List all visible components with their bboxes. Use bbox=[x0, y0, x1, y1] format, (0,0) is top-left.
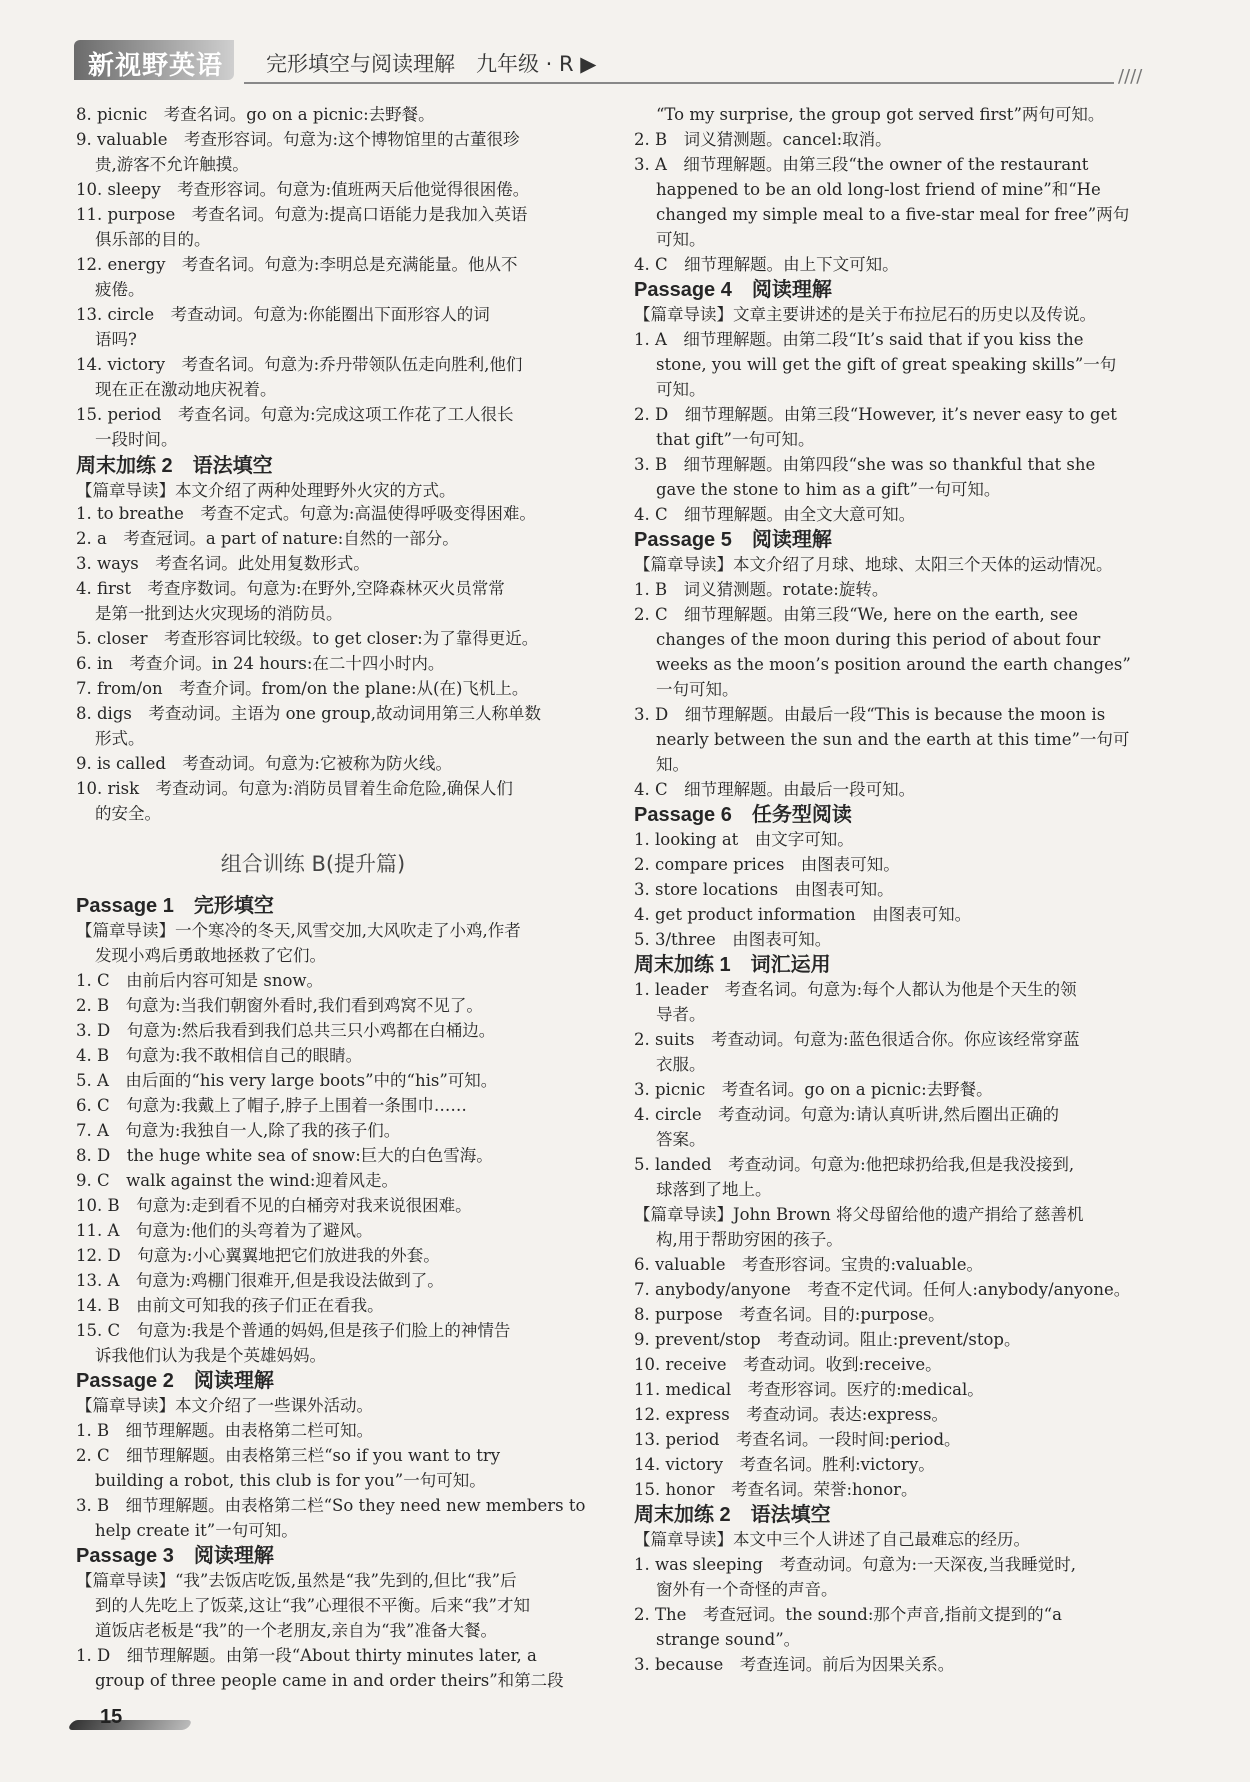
answer-line: 3. B 细节理解题。由表格第二栏“So they need new members to bbox=[76, 1496, 586, 1515]
passage-heading: Passage 5 阅读理解 bbox=[634, 529, 832, 551]
answer-line: 1. leader 考查名词。句意为:每个人都认为他是个天生的领 bbox=[634, 980, 1077, 999]
answer-line: 7. anybody/anyone 考查不定代词。任何人:anybody/anyone。 bbox=[634, 1280, 1131, 1299]
answer-line: changes of the moon during this period of about four bbox=[656, 630, 1101, 649]
passage-heading: Passage 2 阅读理解 bbox=[76, 1370, 274, 1392]
page-header bbox=[74, 38, 1154, 87]
answer-line: 4. circle 考查动词。句意为:请认真听讲,然后圈出正确的 bbox=[634, 1105, 1059, 1124]
passage-heading: 周末加练 2 语法填空 bbox=[634, 1504, 831, 1526]
answer-line: help create it”一句可知。 bbox=[95, 1521, 298, 1540]
passage-guide: 【篇章导读】本文介绍了月球、地球、太阳三个天体的运动情况。 bbox=[634, 555, 1113, 574]
answer-line: 衣服。 bbox=[656, 1055, 706, 1074]
answer-line: 10. receive 考查动词。收到:receive。 bbox=[634, 1355, 942, 1374]
answer-line: 2. compare prices 由图表可知。 bbox=[634, 855, 900, 874]
answer-line: 13. A 句意为:鸡棚门很难开,但是我设法做到了。 bbox=[76, 1271, 444, 1290]
answer-line: 2. D 细节理解题。由第三段“However, it’s never easy to get bbox=[634, 405, 1117, 424]
answer-line: 到的人先吃上了饭菜,这让“我”心理很不平衡。后来“我”才知 bbox=[95, 1596, 530, 1615]
answer-line: 2. The 考查冠词。the sound:那个声音,指前文提到的“a bbox=[634, 1605, 1062, 1624]
answer-line: 1. D 细节理解题。由第一段“About thirty minutes later, a bbox=[76, 1646, 537, 1665]
passage-guide: 【篇章导读】John Brown 将父母留给他的遗产捐给了慈善机 bbox=[634, 1205, 1084, 1224]
answer-line: 发现小鸡后勇敢地拯救了它们。 bbox=[95, 946, 326, 965]
answer-line: 8. picnic 考查名词。go on a picnic:去野餐。 bbox=[76, 105, 435, 124]
passage-guide: 【篇章导读】本文中三个人讲述了自己最难忘的经历。 bbox=[634, 1530, 1030, 1549]
answer-line: 1. B 词义猜测题。rotate:旋转。 bbox=[634, 580, 889, 599]
book-logo bbox=[74, 40, 234, 80]
answer-line: 3. because 考查连词。前后为因果关系。 bbox=[634, 1655, 955, 1674]
answer-line: 1. looking at 由文字可知。 bbox=[634, 830, 854, 849]
answer-line: 3. A 细节理解题。由第三段“the owner of the restaurant bbox=[634, 155, 1089, 174]
answer-line: happened to be an old long-lost friend of mine”和“He bbox=[656, 180, 1101, 199]
answer-line: 3. D 细节理解题。由最后一段“This is because the moon is bbox=[634, 705, 1106, 724]
passage-heading: Passage 3 阅读理解 bbox=[76, 1545, 274, 1567]
answer-line: 1. to breathe 考查不定式。句意为:高温使得呼吸变得困难。 bbox=[76, 504, 536, 523]
answer-line: 15. C 句意为:我是个普通的妈妈,但是孩子们脸上的神情告 bbox=[76, 1321, 511, 1340]
answer-line: 15. period 考查名词。句意为:完成这项工作花了工人很长 bbox=[76, 405, 514, 424]
answer-line: 13. circle 考查动词。句意为:你能圈出下面形容人的词 bbox=[76, 305, 490, 324]
answer-line: 10. risk 考查动词。句意为:消防员冒着生命危险,确保人们 bbox=[76, 779, 513, 798]
answer-line: 12. energy 考查名词。句意为:李明总是充满能量。他从不 bbox=[76, 255, 518, 274]
answer-line: 4. first 考查序数词。句意为:在野外,空降森林灭火员常常 bbox=[76, 579, 505, 598]
answer-line: 5. landed 考查动词。句意为:他把球扔给我,但是我没接到, bbox=[634, 1155, 1075, 1174]
page-number-decoration bbox=[67, 1720, 193, 1730]
answer-line: 现在正在激动地庆祝着。 bbox=[95, 380, 277, 399]
answer-line: 是第一批到达火灾现场的消防员。 bbox=[95, 604, 343, 623]
answer-line: 7. from/on 考查介词。from/on the plane:从(在)飞机上。 bbox=[76, 679, 529, 698]
passage-guide: 【篇章导读】“我”去饭店吃饭,虽然是“我”先到的,但比“我”后 bbox=[76, 1571, 517, 1590]
answer-line: 一句可知。 bbox=[656, 680, 739, 699]
answer-line: 2. B 词义猜测题。cancel:取消。 bbox=[634, 130, 892, 149]
answer-line: changed my simple meal to a five-star meal for free”两句 bbox=[656, 205, 1130, 224]
answer-line: 2. B 句意为:当我们朝窗外看时,我们看到鸡窝不见了。 bbox=[76, 996, 483, 1015]
answer-line: 1. B 细节理解题。由表格第二栏可知。 bbox=[76, 1421, 374, 1440]
answer-line: 6. valuable 考查形容词。宝贵的:valuable。 bbox=[634, 1255, 984, 1274]
answer-line: 8. purpose 考查名词。目的:purpose。 bbox=[634, 1305, 945, 1324]
answer-line: strange sound”。 bbox=[656, 1630, 801, 1649]
answer-line: 9. valuable 考查形容词。句意为:这个博物馆里的古董很珍 bbox=[76, 130, 520, 149]
answer-line: 4. B 句意为:我不敢相信自己的眼睛。 bbox=[76, 1046, 363, 1065]
section-title: 组合训练 B(提升篇) bbox=[220, 852, 406, 876]
answer-line: group of three people came in and order theirs”和第二段 bbox=[95, 1671, 564, 1690]
header-slashes: //// bbox=[1118, 66, 1143, 87]
answer-line: building a robot, this club is for you”一句可知。 bbox=[95, 1471, 486, 1490]
answer-line: 3. picnic 考查名词。go on a picnic:去野餐。 bbox=[634, 1080, 993, 1099]
answer-line: 一段时间。 bbox=[95, 430, 178, 449]
answer-line: 11. medical 考查形容词。医疗的:medical。 bbox=[634, 1380, 984, 1399]
answer-line: 1. A 细节理解题。由第二段“It’s said that if you kiss the bbox=[634, 330, 1084, 349]
answer-line: 贵,游客不允许触摸。 bbox=[95, 155, 249, 174]
answer-line: 5. 3/three 由图表可知。 bbox=[634, 930, 832, 949]
answer-line: 4. C 细节理解题。由全文大意可知。 bbox=[634, 505, 916, 524]
passage-guide: 【篇章导读】一个寒冷的冬天,风雪交加,大风吹走了小鸡,作者 bbox=[76, 921, 521, 940]
passage-guide: 【篇章导读】文章主要讲述的是关于布拉尼石的历史以及传说。 bbox=[634, 305, 1096, 324]
answer-line: “To my surprise, the group got served first”两句可知。 bbox=[656, 105, 1105, 124]
answer-line: 语吗? bbox=[95, 330, 137, 349]
answer-line: weeks as the moon’s position around the earth changes” bbox=[656, 655, 1131, 674]
passage-heading: 周末加练 2 语法填空 bbox=[76, 455, 273, 477]
answer-line: 构,用于帮助穷困的孩子。 bbox=[656, 1230, 843, 1249]
answer-line: 可知。 bbox=[656, 230, 706, 249]
answer-line: 2. C 细节理解题。由第三段“We, here on the earth, see bbox=[634, 605, 1079, 624]
logo-text: 新视野英语 bbox=[88, 51, 224, 81]
answer-line: 导者。 bbox=[656, 1005, 706, 1024]
answer-line: 6. in 考查介词。in 24 hours:在二十四小时内。 bbox=[76, 654, 445, 673]
answer-line: that gift”一句可知。 bbox=[656, 430, 815, 449]
answer-line: 9. C walk against the wind:迎着风走。 bbox=[76, 1171, 398, 1190]
answer-line: 疲倦。 bbox=[95, 280, 145, 299]
answer-line: stone, you will get the gift of great speaking skills”一句 bbox=[656, 355, 1117, 374]
passage-heading: Passage 1 完形填空 bbox=[76, 895, 274, 917]
answer-line: 12. D 句意为:小心翼翼地把它们放进我的外套。 bbox=[76, 1246, 440, 1265]
passage-heading: Passage 4 阅读理解 bbox=[634, 279, 832, 301]
answer-line: 5. closer 考查形容词比较级。to get closer:为了靠得更近。 bbox=[76, 629, 539, 648]
answer-line: 4. get product information 由图表可知。 bbox=[634, 905, 972, 924]
answer-line: 2. C 细节理解题。由表格第三栏“so if you want to try bbox=[76, 1446, 501, 1465]
answer-line: 11. A 句意为:他们的头弯着为了避风。 bbox=[76, 1221, 373, 1240]
answer-line: 11. purpose 考查名词。句意为:提高口语能力是我加入英语 bbox=[76, 205, 528, 224]
answer-line: 3. ways 考查名词。此处用复数形式。 bbox=[76, 554, 370, 573]
answer-line: 14. victory 考查名词。句意为:乔丹带领队伍走向胜利,他们 bbox=[76, 355, 523, 374]
answer-line: 1. C 由前后内容可知是 snow。 bbox=[76, 971, 324, 990]
header-rule bbox=[244, 82, 1114, 84]
answer-line: 3. D 句意为:然后我看到我们总共三只小鸡都在白桶边。 bbox=[76, 1021, 496, 1040]
answer-line: gave the stone to him as a gift”一句可知。 bbox=[656, 480, 1001, 499]
answer-line: 10. B 句意为:走到看不见的白桶旁对我来说很困难。 bbox=[76, 1196, 472, 1215]
answer-line: 6. C 句意为:我戴上了帽子,脖子上围着一条围巾…… bbox=[76, 1096, 467, 1115]
answer-line: 的安全。 bbox=[95, 804, 161, 823]
answer-line: 3. store locations 由图表可知。 bbox=[634, 880, 894, 899]
answer-line: 球落到了地上。 bbox=[656, 1180, 772, 1199]
answer-line: 4. C 细节理解题。由上下文可知。 bbox=[634, 255, 899, 274]
answer-line: 7. A 句意为:我独自一人,除了我的孩子们。 bbox=[76, 1121, 401, 1140]
answer-line: 道饭店老板是“我”的一个老朋友,亲自为“我”准备大餐。 bbox=[95, 1621, 497, 1640]
passage-guide: 【篇章导读】本文介绍了一些课外活动。 bbox=[76, 1396, 373, 1415]
answer-line: 9. is called 考查动词。句意为:它被称为防火线。 bbox=[76, 754, 452, 773]
answer-line: 12. express 考查动词。表达:express。 bbox=[634, 1405, 948, 1424]
answer-line: nearly between the sun and the earth at this time”一句可 bbox=[656, 730, 1130, 749]
answer-line: 知。 bbox=[656, 755, 689, 774]
answer-line: 9. prevent/stop 考查动词。阻止:prevent/stop。 bbox=[634, 1330, 1021, 1349]
passage-guide: 【篇章导读】本文介绍了两种处理野外火灾的方式。 bbox=[76, 481, 456, 500]
answer-line: 形式。 bbox=[95, 729, 145, 748]
answer-line: 2. suits 考查动词。句意为:蓝色很适合你。你应该经常穿蓝 bbox=[634, 1030, 1080, 1049]
book-subtitle: 完形填空与阅读理解 九年级 · R ▶ bbox=[266, 52, 597, 76]
page-number: 15 bbox=[100, 1706, 123, 1728]
answer-line: 14. victory 考查名词。胜利:victory。 bbox=[634, 1455, 935, 1474]
answer-line: 8. D the huge white sea of snow:巨大的白色雪海。 bbox=[76, 1146, 493, 1165]
answer-line: 10. sleepy 考查形容词。句意为:值班两天后他觉得很困倦。 bbox=[76, 180, 530, 199]
answer-line: 答案。 bbox=[656, 1130, 706, 1149]
passage-heading: 周末加练 1 词汇运用 bbox=[634, 954, 831, 976]
answer-line: 15. honor 考查名词。荣誉:honor。 bbox=[634, 1480, 918, 1499]
answer-line: 2. a 考查冠词。a part of nature:自然的一部分。 bbox=[76, 529, 459, 548]
answer-line: 5. A 由后面的“his very large boots”中的“his”可知。 bbox=[76, 1071, 498, 1090]
answer-line: 3. B 细节理解题。由第四段“she was so thankful that she bbox=[634, 455, 1096, 474]
answer-line: 诉我他们认为我是个英雄妈妈。 bbox=[95, 1346, 326, 1365]
answer-line: 8. digs 考查动词。主语为 one group,故动词用第三人称单数 bbox=[76, 704, 541, 723]
answer-line: 4. C 细节理解题。由最后一段可知。 bbox=[634, 780, 916, 799]
passage-heading: Passage 6 任务型阅读 bbox=[634, 804, 852, 826]
answer-line: 可知。 bbox=[656, 380, 706, 399]
answer-line: 窗外有一个奇怪的声音。 bbox=[656, 1580, 838, 1599]
answer-line: 13. period 考查名词。一段时间:period。 bbox=[634, 1430, 961, 1449]
answer-line: 14. B 由前文可知我的孩子们正在看我。 bbox=[76, 1296, 384, 1315]
answer-line: 1. was sleeping 考查动词。句意为:一天深夜,当我睡觉时, bbox=[634, 1555, 1077, 1574]
answer-line: 俱乐部的目的。 bbox=[95, 230, 211, 249]
